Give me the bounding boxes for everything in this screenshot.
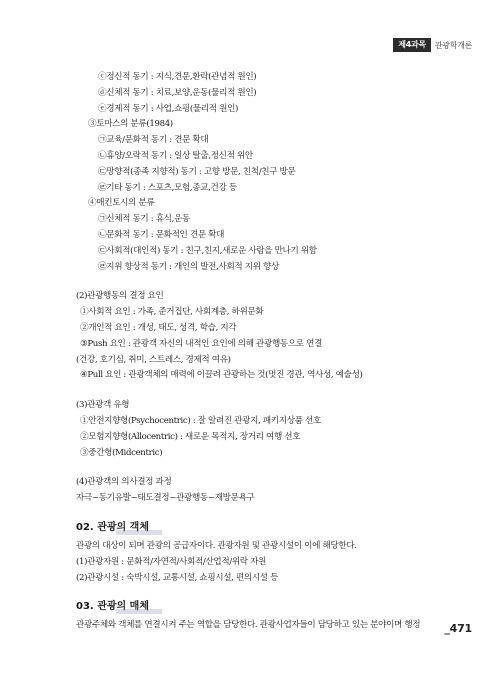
motive-line: ⓓ신체적 동기 : 치료,보양,운동(물리적 원인) — [98, 87, 257, 98]
factor-item: ①사회적 요인 : 가족, 준거집단, 사회계층, 하위문화 — [80, 307, 264, 318]
type-item: ①안전지향형(Psychocentric) : 잘 알려진 관광지, 패키지상품 선호 — [80, 415, 321, 426]
thomas-item: ㉡휴양/오락적 동기 : 일상 탈출,정신적 위안 — [98, 150, 253, 161]
motive-line: ⓔ경제적 동기 : 사업,쇼핑(물리적 원인) — [98, 103, 239, 114]
factor-item: ④Pull 요인 : 관광객체의 매력에 이끌려 관광하는 것(멋진 경관, 역사성, 예술성) — [80, 370, 363, 381]
types-heading: (3)관광객 유형 — [76, 400, 130, 411]
thomas-item: ㉣기타 동기 : 스포츠,모험,종교,건강 등 — [98, 182, 237, 193]
section-title: 03. 관광의 매체 — [76, 601, 149, 613]
mcintosh-heading: ④매킨토시의 분류 — [88, 198, 155, 209]
section-title: 02. 관광의 객체 — [76, 521, 149, 533]
section-item: (1)관광자원 : 문화적/자연적/사회적/산업적/위락 자원 — [76, 556, 267, 567]
type-item: ③중간형(Midcentric) — [80, 447, 163, 458]
decision-heading: (4)관광객의 의사결정 과정 — [76, 477, 172, 488]
page-number: _471 — [444, 622, 472, 635]
running-header — [393, 38, 472, 52]
mcintosh-item: ㉣지위 향상적 동기 : 개인의 발전,사회적 지위 향상 — [98, 261, 279, 272]
section-heading — [76, 600, 149, 614]
motive-line: ⓒ정신적 동기 : 지식,견문,환락(관념적 원인) — [98, 72, 257, 82]
mcintosh-item: ㉡문화적 동기 : 문화적인 견문 확대 — [98, 229, 225, 240]
thomas-item: ㉢망향적(종족 지향적) 동기 : 고향 방문, 친척/친구 방문 — [98, 166, 296, 177]
chapter-badge: 제4과목 — [393, 38, 431, 52]
factor-item: ②개인적 요인 : 개성, 태도, 성격, 학습, 지각 — [80, 322, 237, 333]
decision-flow: 자극~동기유발~태도결정~관광행동~재방문욕구 — [76, 493, 255, 504]
page-body — [76, 70, 476, 634]
section-item: (2)관광시설 : 숙박시설, 교통시설, 쇼핑시설, 편의시설 등 — [76, 572, 279, 583]
type-item: ②모험지향형(Allocentric) : 새로운 목적지, 장거리 여행 선호 — [80, 431, 301, 442]
section-heading — [76, 521, 149, 535]
mcintosh-item: ㉠신체적 동기 : 휴식,운동 — [98, 214, 190, 225]
push-detail: (건강, 호기심, 취미, 스트레스, 경제적 여유) — [76, 354, 231, 365]
subject-title: 관광학개론 — [434, 40, 472, 50]
section-body: 관광주체와 객체를 연결시켜 주는 역할을 담당한다. 관광사업자들이 담당하고 있는 분야이며 행정 — [76, 620, 421, 631]
section-body: 관광의 대상이 되며 관광의 공급자이다. 관광자원 및 관광시설이 이에 해당한다. — [76, 540, 357, 551]
factor-item: ③Push 요인 : 관광객 자신의 내적인 요인에 의해 관광행동으로 연결 — [80, 338, 323, 349]
mcintosh-item: ㉢사회적(대인적) 동기 : 친구,친지,새로운 사람을 만나기 위함 — [98, 245, 317, 256]
factors-heading: (2)관광행동의 결정 요인 — [76, 291, 164, 302]
thomas-item: ㉠교육/문화적 동기 : 견문 확대 — [98, 135, 209, 146]
thomas-heading: ③토마스의 분류(1984) — [88, 119, 173, 130]
